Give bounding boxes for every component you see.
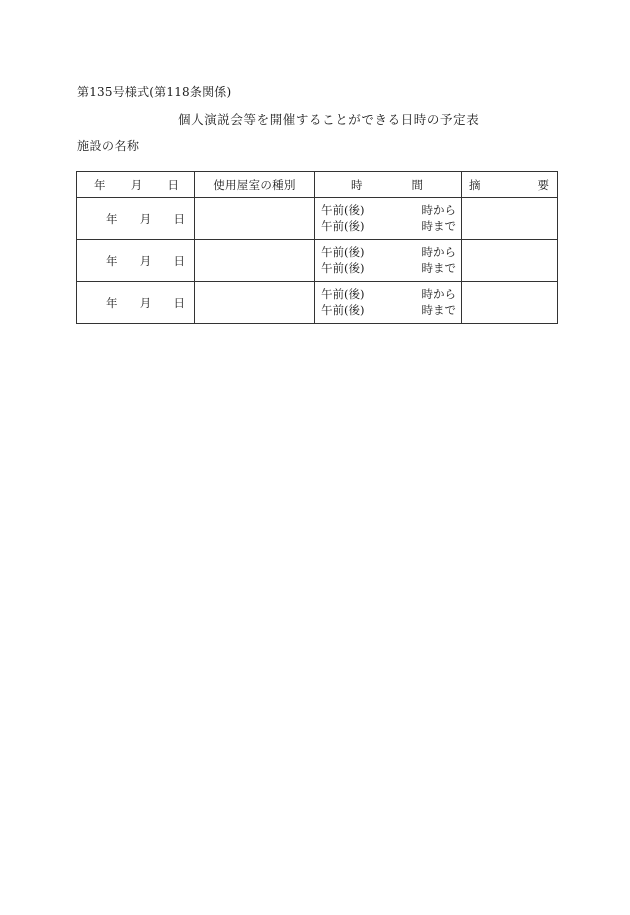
time-cell[interactable] <box>315 282 462 324</box>
remarks-cell[interactable] <box>462 198 558 240</box>
ampm-label: 午前(後) <box>321 260 365 275</box>
table-row <box>77 282 558 324</box>
ampm-label: 午前(後) <box>321 203 365 217</box>
header-month-label: 月 <box>130 177 143 192</box>
header-date <box>77 172 195 198</box>
schedule-table <box>76 171 558 324</box>
date-cell[interactable] <box>77 282 195 324</box>
form-number: 第135号様式(第118条関係) <box>77 85 232 99</box>
time-from-line <box>315 287 461 303</box>
remarks-cell[interactable] <box>462 282 558 324</box>
to-suffix: 時まで <box>421 218 456 233</box>
document-title: 個人演説会等を開催することができる日時の予定表 <box>178 112 480 127</box>
year-label: 年 <box>106 211 118 226</box>
time-cell[interactable] <box>315 240 462 282</box>
month-label: 月 <box>139 295 152 310</box>
day-label: 日 <box>173 253 185 268</box>
time-to-line <box>315 219 461 235</box>
to-suffix: 時まで <box>421 260 456 275</box>
time-to-line <box>315 303 461 319</box>
ampm-label: 午前(後) <box>321 287 365 301</box>
date-cell[interactable] <box>77 198 195 240</box>
to-suffix: 時まで <box>421 302 456 317</box>
header-room-type: 使用屋室の種別 <box>195 172 315 198</box>
day-label: 日 <box>173 295 185 310</box>
room-type-cell[interactable] <box>195 198 315 240</box>
month-label: 月 <box>139 253 152 268</box>
ampm-label: 午前(後) <box>321 302 365 317</box>
table-row <box>77 240 558 282</box>
time-cell[interactable] <box>315 198 462 240</box>
room-type-cell[interactable] <box>195 282 315 324</box>
header-year-label: 年 <box>94 177 106 192</box>
remarks-cell[interactable] <box>462 240 558 282</box>
table-row <box>77 198 558 240</box>
time-from-line <box>315 245 461 261</box>
from-suffix: 時から <box>421 203 456 217</box>
ampm-label: 午前(後) <box>321 245 365 259</box>
header-remarks-char-1: 摘 <box>469 177 481 192</box>
header-day-label: 日 <box>167 177 179 192</box>
header-row <box>77 172 558 198</box>
header-remarks <box>462 172 558 198</box>
year-label: 年 <box>106 295 118 310</box>
facility-name-label: 施設の名称 <box>77 139 140 153</box>
header-time-char-2: 間 <box>411 177 423 192</box>
time-from-line <box>315 203 461 219</box>
header-time-char-1: 時 <box>351 177 363 192</box>
ampm-label: 午前(後) <box>321 218 365 233</box>
date-cell[interactable] <box>77 240 195 282</box>
time-to-line <box>315 261 461 277</box>
room-type-cell[interactable] <box>195 240 315 282</box>
header-remarks-char-2: 要 <box>537 177 549 192</box>
header-time <box>315 172 462 198</box>
day-label: 日 <box>173 211 185 226</box>
month-label: 月 <box>139 211 152 226</box>
from-suffix: 時から <box>421 287 456 301</box>
year-label: 年 <box>106 253 118 268</box>
from-suffix: 時から <box>421 245 456 259</box>
